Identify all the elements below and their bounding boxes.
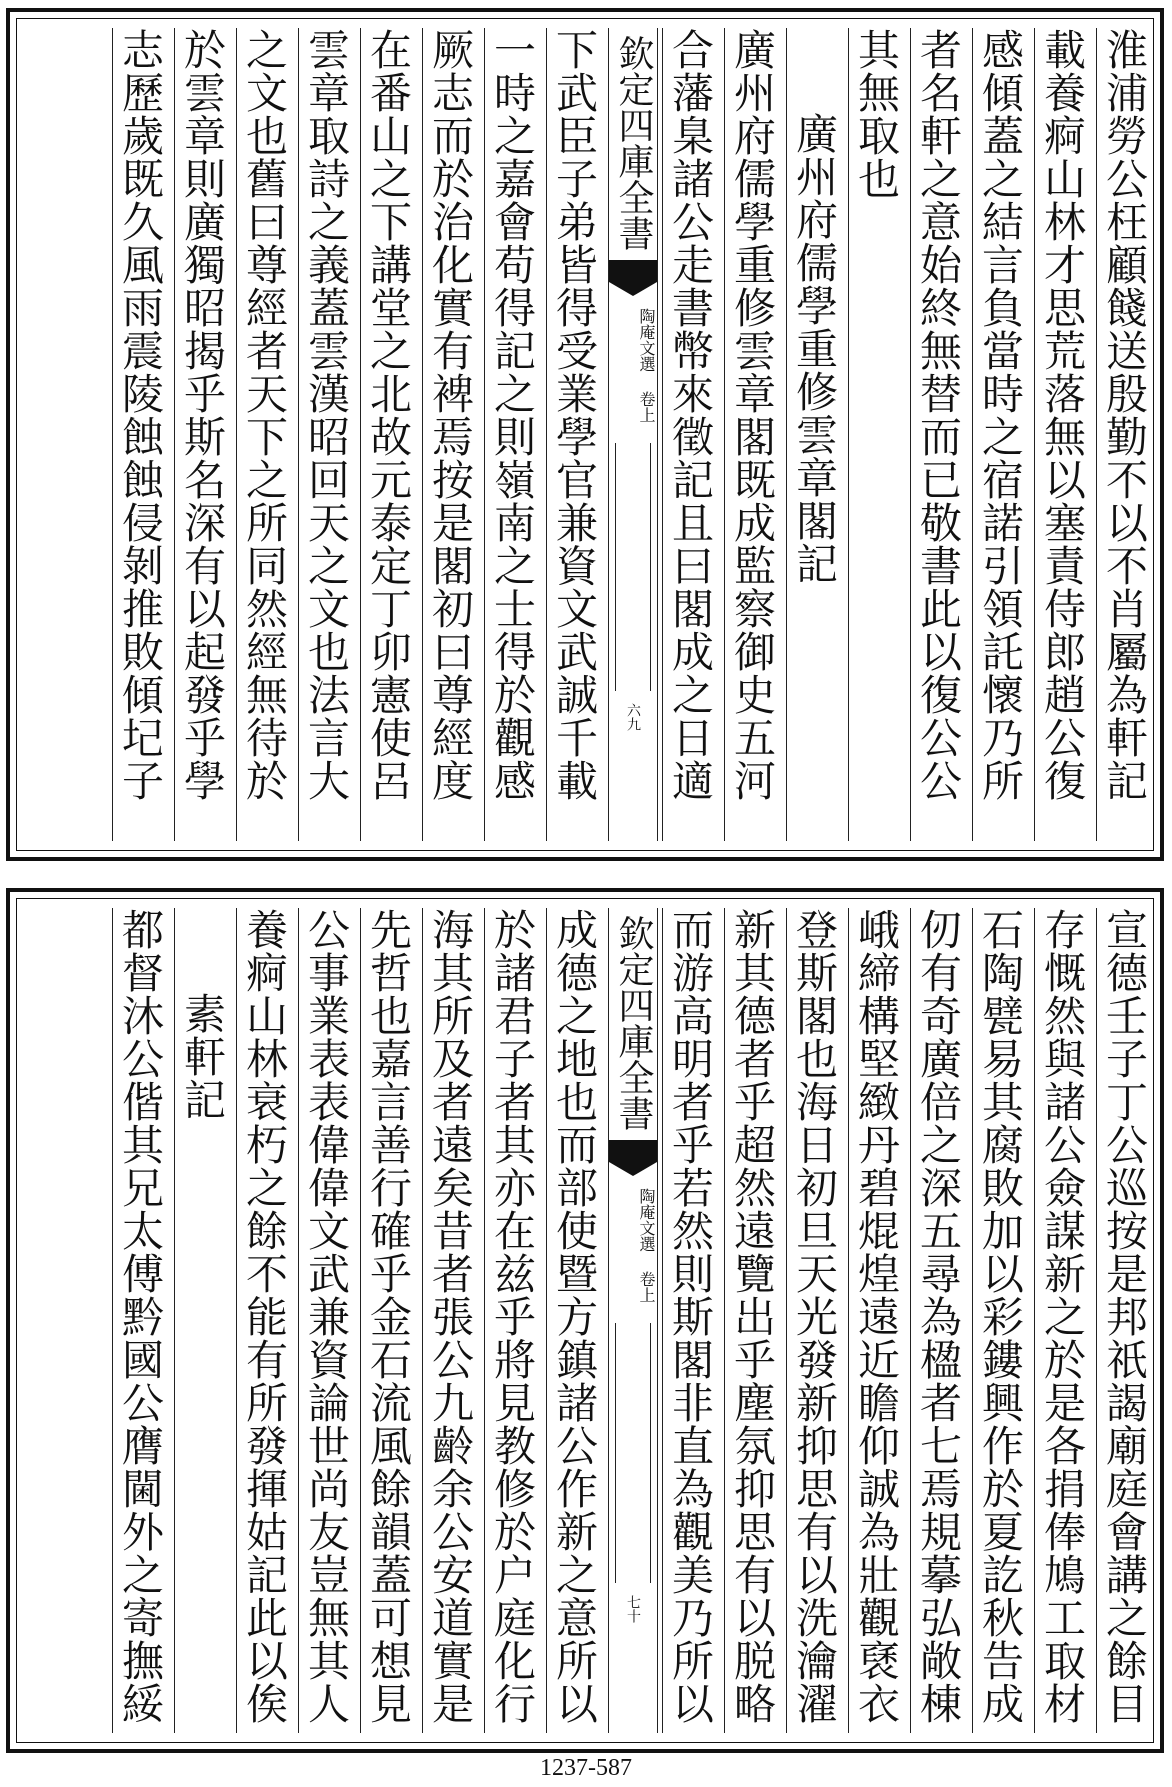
text-column: 之文也舊曰尊經者天下之所同然經無待於 [236, 28, 292, 841]
text-column: 都督沐公偕其兄太傅黔國公膺閫外之寄撫綏 [112, 908, 168, 1733]
text-column: 石陶甓易其腐敗加以彩鏤興作於夏訖秋告成 [972, 908, 1028, 1733]
text-column: 新其德者乎超然遠覽出乎塵氛抑思有以脱略 [724, 908, 780, 1733]
center-banner [608, 908, 658, 1733]
banner-rule [615, 443, 651, 691]
text-column: 淮浦勞公枉顧餞送殷勤不以不肖屬為軒記 [1096, 28, 1152, 841]
center-banner [608, 28, 658, 841]
text-column: 載養痾山林才思荒落無以塞責侍郎趙公復 [1034, 28, 1090, 841]
text-column: 仞有奇廣倍之深五尋為楹者七焉規摹弘敞棟 [910, 908, 966, 1733]
page-top [6, 8, 1164, 861]
text-column: 宣德壬子丁公巡按是邦祇謁廟庭會講之餘目 [1096, 908, 1152, 1733]
text-column: 其無取也 [848, 28, 904, 841]
text-column: 成德之地也而部使暨方鎮諸公作新之意所以 [546, 908, 602, 1733]
banner-title: 欽定四庫全書 [613, 35, 654, 251]
banner-rule [615, 1323, 651, 1583]
section-title: 素軒記 [174, 908, 230, 1733]
text-column: 一時之嘉會苟得記之則嶺南之士得於觀感 [484, 28, 540, 841]
text-column: 先哲也嘉言善行確乎金石流風餘韻蓋可想見 [360, 908, 416, 1733]
banner-page-number: 七十 [625, 1595, 641, 1623]
text-column: 廣州府儒學重修雲章閣既成監察御史五河 [724, 28, 780, 841]
page-bottom [6, 888, 1164, 1753]
text-column: 者名軒之意始終無替而已敬書此以復公公 [910, 28, 966, 841]
text-column: 厥志而於治化實有裨焉按是閣初曰尊經度 [422, 28, 478, 841]
text-column: 感傾蓋之結言負當時之宿諾引領託懷乃所 [972, 28, 1028, 841]
text-column: 登斯閣也海日初旦天光發新抑思有以洗瀹濯 [786, 908, 842, 1733]
section-title: 廣州府儒學重修雲章閣記 [786, 28, 842, 841]
banner-title: 欽定四庫全書 [613, 915, 654, 1131]
text-column: 峨締構堅緻丹碧焜煌遠近瞻仰誠為壯觀褎衣 [848, 908, 904, 1733]
text-column: 合藩臬諸公走書幣來徵記且曰閣成之日適 [662, 28, 718, 841]
fish-tail-mark [609, 260, 657, 282]
text-column: 存慨然與諸公僉謀新之於是各捐俸鳩工取材 [1034, 908, 1090, 1733]
text-column: 而游高明者乎若然則斯閣非直為觀美乃所以 [662, 908, 718, 1733]
text-column: 於雲章則廣獨昭揭乎斯名深有以起發乎學 [174, 28, 230, 841]
text-column: 公事業表表偉偉文武兼資論世尚友豈無其人 [298, 908, 354, 1733]
banner-subtitle: 陶庵文選 卷上 [637, 308, 656, 423]
text-column: 在番山之下講堂之北故元泰定丁卯憲使呂 [360, 28, 416, 841]
text-column: 養痾山林衰朽之餘不能有所發揮姑記此以俟 [236, 908, 292, 1733]
text-column: 志歷歲既久風雨震陵蝕蝕侵剝推敗傾圮子 [112, 28, 168, 841]
banner-page-number: 六九 [625, 703, 641, 731]
fish-tail-mark [609, 1140, 657, 1162]
text-column: 海其所及者遠矣昔者張公九齡余公安道實是 [422, 908, 478, 1733]
banner-subtitle: 陶庵文選 卷上 [637, 1188, 656, 1303]
page-reference: 1237-587 [540, 1755, 632, 1781]
text-column: 雲章取詩之義蓋雲漢昭回天之文也法言大 [298, 28, 354, 841]
text-column: 於諸君子者其亦在兹乎將見教修於户庭化行 [484, 908, 540, 1733]
text-column: 下武臣子弟皆得受業學官兼資文武誠千載 [546, 28, 602, 841]
